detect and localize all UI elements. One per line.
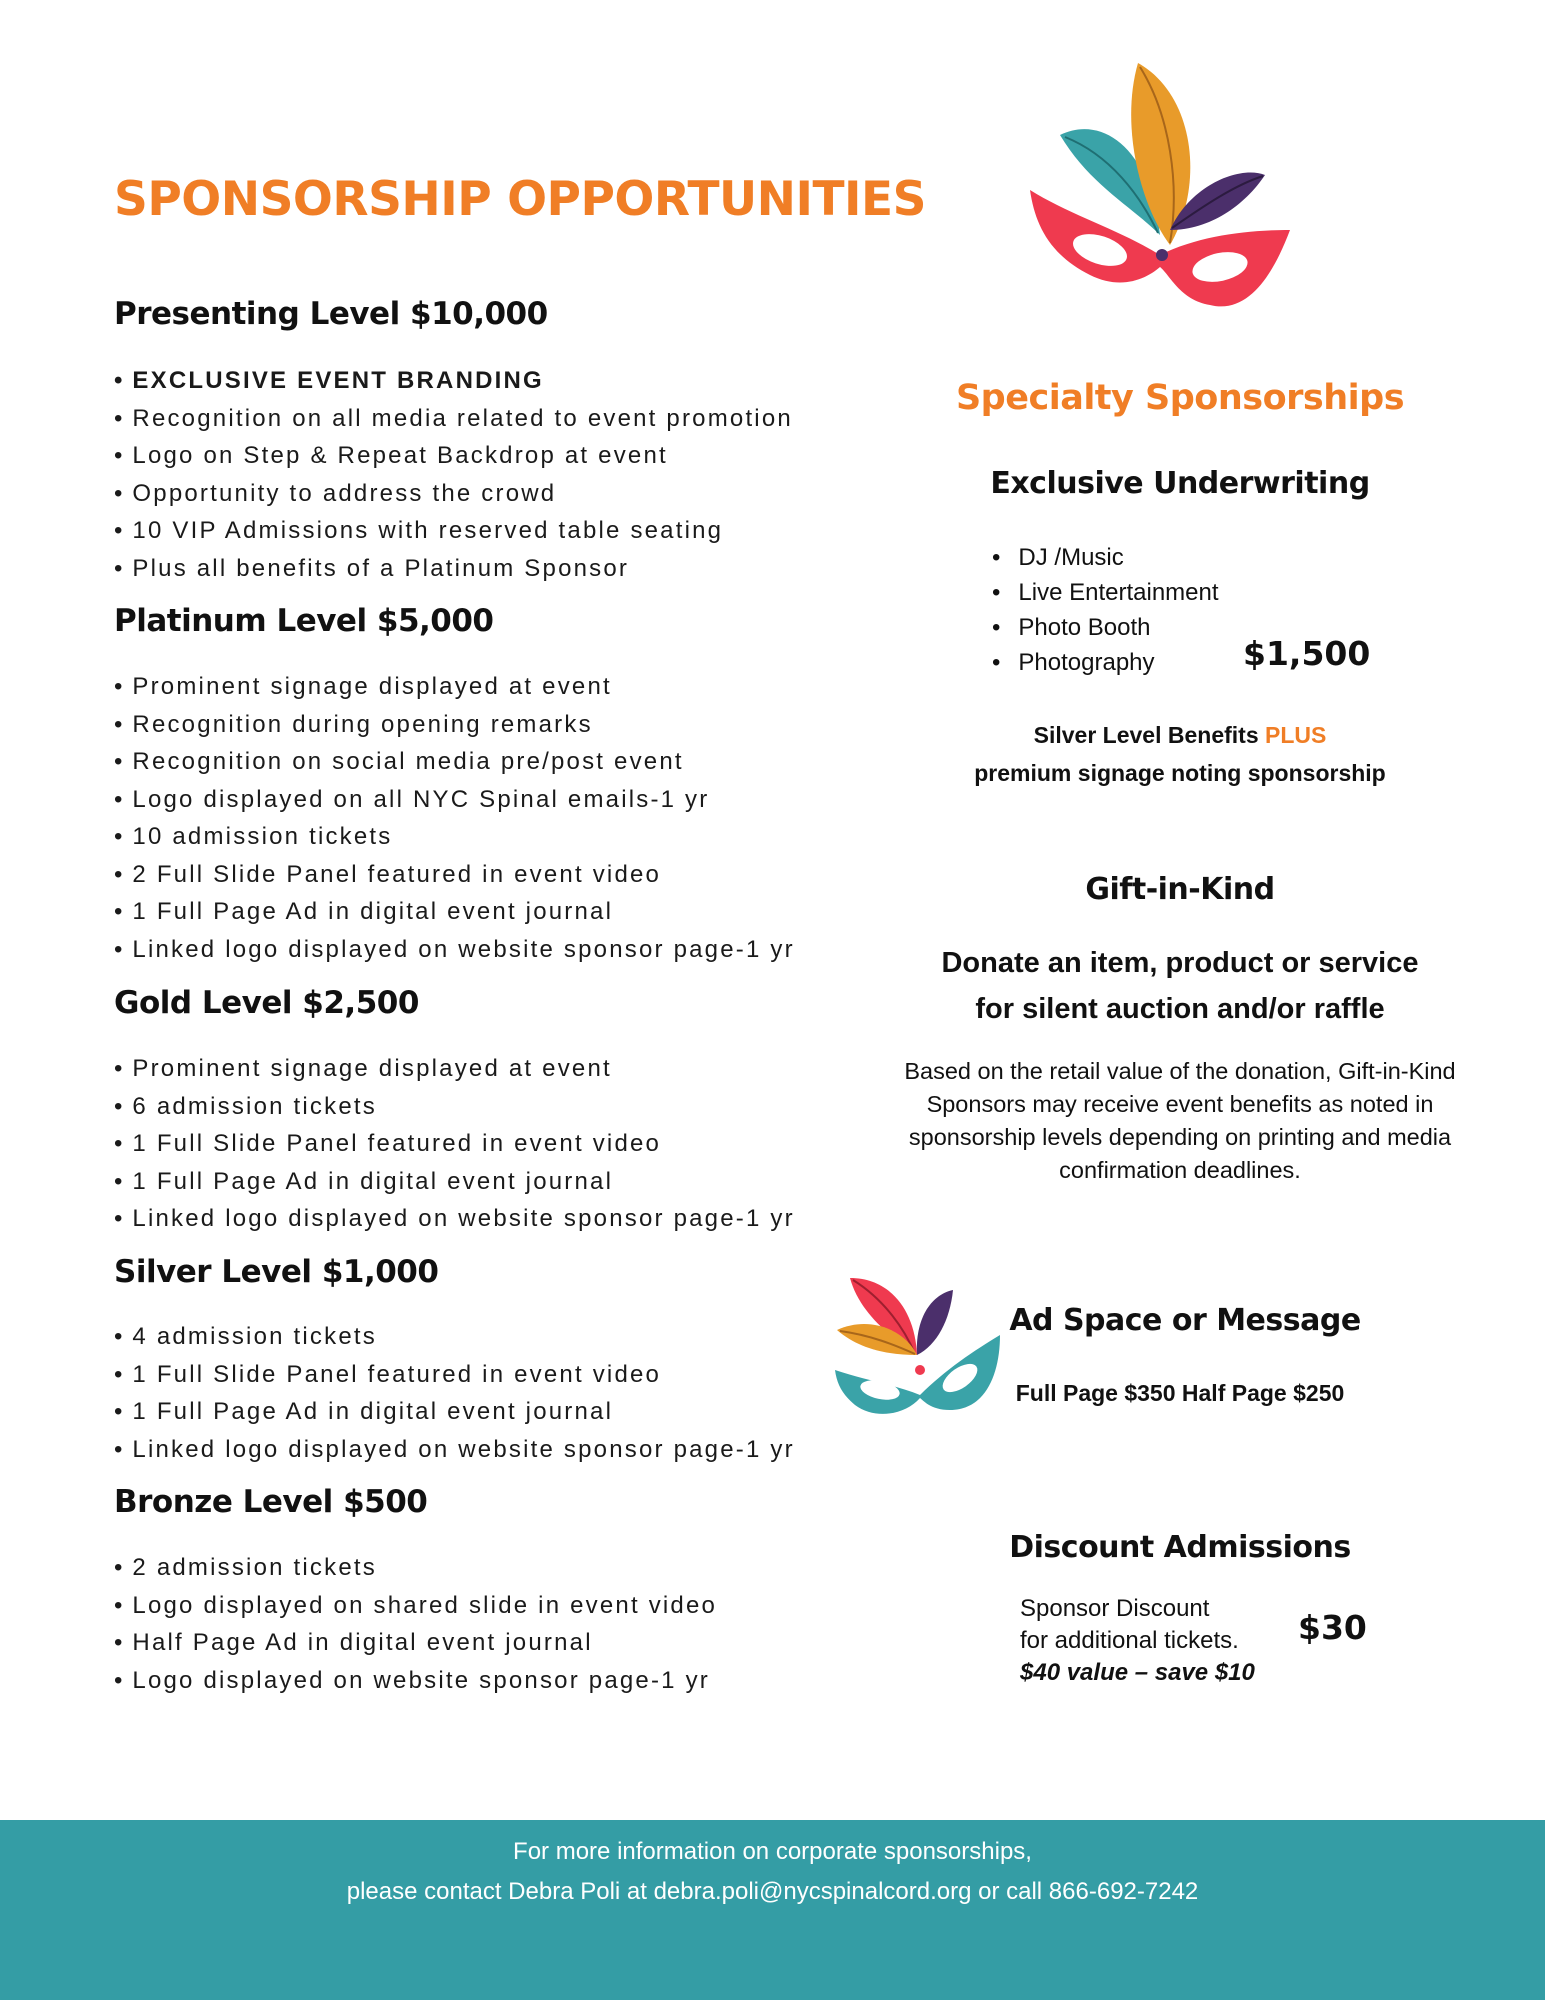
underwriting-price: $1,500 (1243, 634, 1371, 673)
list-item: • Photo Booth (992, 610, 1219, 645)
list-item: • 10 VIP Admissions with reserved table seating (114, 512, 793, 550)
list-item: • Linked logo displayed on website sponsor page-1 yr (114, 1431, 795, 1469)
platinum-level-heading: Platinum Level $5,000 (114, 603, 494, 639)
list-item: • Logo on Step & Repeat Backdrop at event (114, 437, 793, 475)
footer-line2: please contact Debra Poli at debra.poli@nycspinalcord.org or call 866-692-7242 (346, 1878, 1199, 1905)
list-item: • Recognition on social media pre/post event (114, 743, 795, 781)
list-item: • 1 Full Slide Panel featured in event video (114, 1125, 795, 1163)
list-item: • EXCLUSIVE EVENT BRANDING (114, 362, 793, 400)
list-item: • Opportunity to address the crowd (114, 475, 793, 513)
list-item: • 1 Full Page Ad in digital event journal (114, 1393, 795, 1431)
list-item: • Plus all benefits of a Platinum Sponsor (114, 550, 793, 588)
list-item: • Linked logo displayed on website sponsor page-1 yr (114, 931, 795, 969)
list-item: • 2 Full Slide Panel featured in event video (114, 856, 795, 894)
discount-line1: Sponsor Discount (1020, 1595, 1210, 1622)
discount-admissions-heading: Discount Admissions (1009, 1530, 1351, 1565)
specialty-sponsorships-heading: Specialty Sponsorships (955, 378, 1405, 418)
list-item: • 6 admission tickets (114, 1088, 795, 1126)
list-item: • 1 Full Page Ad in digital event journal (114, 893, 795, 931)
presenting-level-heading: Presenting Level $10,000 (114, 296, 548, 332)
page-title: SPONSORSHIP OPPORTUNITIES (114, 172, 926, 227)
platinum-benefits-list (114, 668, 795, 968)
masquerade-mask-red-icon (1020, 55, 1300, 315)
silver-benefits-list (114, 1318, 795, 1468)
gift-in-kind-line1: Donate an item, product or service (941, 947, 1419, 979)
plus-highlight: PLUS (1265, 722, 1327, 748)
silver-level-heading: Silver Level $1,000 (114, 1254, 439, 1290)
list-item: • Linked logo displayed on website sponsor page-1 yr (114, 1200, 795, 1238)
gold-benefits-list (114, 1050, 795, 1238)
list-item: • Photography (992, 645, 1219, 680)
footer-contact (0, 1832, 1545, 1912)
ad-space-heading: Ad Space or Message (1009, 1303, 1361, 1338)
list-item: • 1 Full Page Ad in digital event journal (114, 1163, 795, 1201)
bronze-benefits-list (114, 1549, 717, 1699)
gift-in-kind-line2: for silent auction and/or raffle (975, 993, 1385, 1025)
list-item: • 10 admission tickets (114, 818, 795, 856)
exclusive-underwriting-heading: Exclusive Underwriting (990, 466, 1370, 501)
bronze-level-heading: Bronze Level $500 (114, 1484, 428, 1520)
underwriting-note-line2: premium signage noting sponsorship (974, 760, 1386, 786)
list-item: • Prominent signage displayed at event (114, 1050, 795, 1088)
list-item: • Logo displayed on all NYC Spinal emails-1 yr (114, 781, 795, 819)
list-item: • 4 admission tickets (114, 1318, 795, 1356)
gift-in-kind-callout (900, 940, 1460, 1032)
underwriting-note-text: Silver Level Benefits (1033, 722, 1266, 748)
list-item: • 1 Full Slide Panel featured in event video (114, 1356, 795, 1394)
discount-description (1020, 1593, 1255, 1689)
list-item: • DJ /Music (992, 540, 1219, 575)
underwriting-list (992, 540, 1219, 680)
list-item: • 2 admission tickets (114, 1549, 717, 1587)
list-item: • Prominent signage displayed at event (114, 668, 795, 706)
discount-price: $30 (1298, 1608, 1367, 1647)
gold-level-heading: Gold Level $2,500 (114, 985, 419, 1021)
list-item: • Recognition during opening remarks (114, 706, 795, 744)
discount-line2: for additional tickets. (1020, 1627, 1239, 1654)
footer-line1: For more information on corporate sponsorships, (513, 1838, 1032, 1865)
discount-line3: $40 value – save $10 (1020, 1659, 1255, 1686)
list-item: • Recognition on all media related to event promotion (114, 400, 793, 438)
gift-in-kind-heading: Gift-in-Kind (1085, 872, 1275, 907)
presenting-benefits-list (114, 362, 793, 587)
ad-space-prices: Full Page $350 Half Page $250 (1015, 1380, 1345, 1406)
gift-in-kind-description: Based on the retail value of the donation, Gift-in-Kind Sponsors may receive event benefits as noted in sponsorship levels depending on printing and media confirmation deadlines. (904, 1058, 1456, 1183)
list-item: • Logo displayed on shared slide in event video (114, 1587, 717, 1625)
list-item: • Half Page Ad in digital event journal (114, 1624, 717, 1662)
list-item: • Logo displayed on website sponsor page-1 yr (114, 1662, 717, 1700)
underwriting-note (930, 716, 1430, 792)
list-item: • Live Entertainment (992, 575, 1219, 610)
